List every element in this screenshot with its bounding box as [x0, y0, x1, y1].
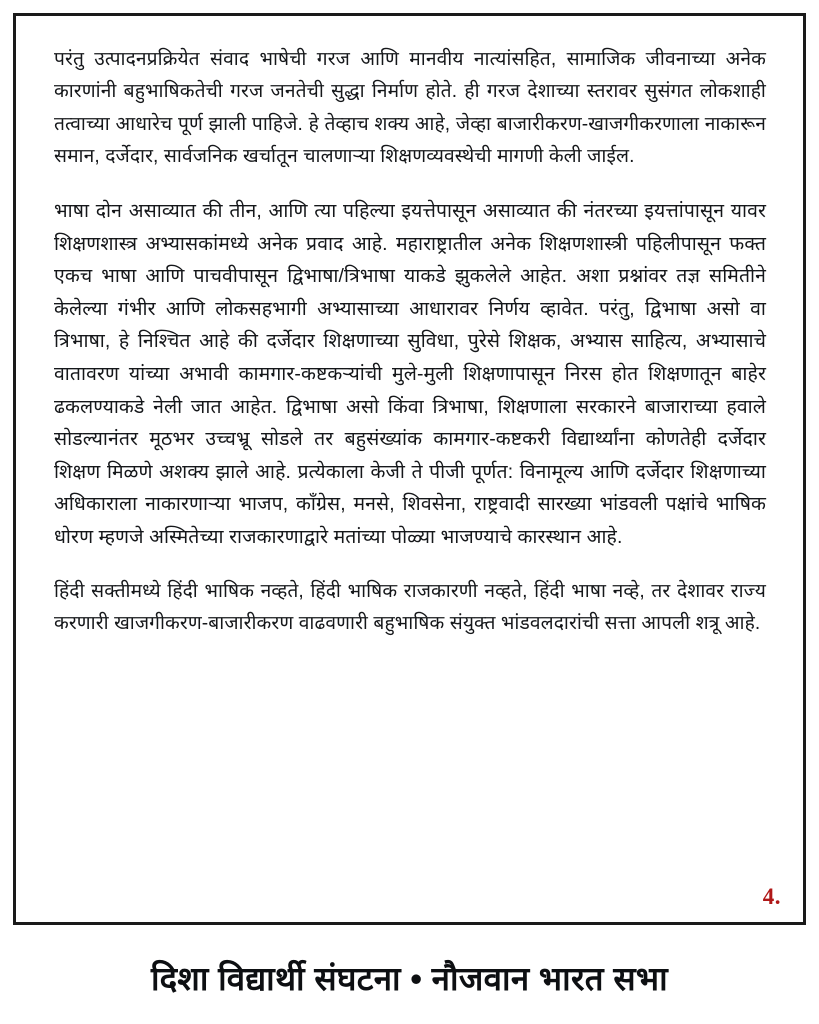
- footer-organization-name: दिशा विद्यार्थी संघटना • नौजवान भारत सभा: [151, 960, 668, 997]
- paragraph-1: परंतु उत्पादनप्रक्रियेत संवाद भाषेची गरज आणि मानवीय नात्यांसहित, सामाजिक जीवनाच्या अनेक कारणांनी बहुभाषिकतेची गरज जनतेची सुद्धा निर्माण होते. ही गरज देशाच्या स्तरावर सुसंगत लोकशाही तत्वाच्या आधारेच पूर्ण झाली पाहिजे. हे तेव्हाच शक्य आहे, जेव्हा बाजारीकरण-खाजगीकरणाला नाकारून समान, दर्जेदार, सार्वजनिक खर्चातून चालणाऱ्या शिक्षणव्यवस्थेची मागणी केली जाईल.: [54, 49, 766, 167]
- paragraph-2: भाषा दोन असाव्यात की तीन, आणि त्या पहिल्या इयत्तेपासून असाव्यात की नंतरच्या इयत्तांपासून यावर शिक्षणशास्त्र अभ्यासकांमध्ये अनेक प्रवाद आहे. महाराष्ट्रातील अनेक शिक्षणशास्त्री पहिलीपासून फक्त एकच भाषा आणि पाचवीपासून द्विभाषा/त्रिभाषा याकडे झुकलेले आहेत. अशा प्रश्नांवर तज्ञ समितीने केलेल्या गंभीर आणि लोकसहभागी अभ्यासाच्या आधारावर निर्णय व्हावेत. परंतु, द्विभाषा असो वा त्रिभाषा, हे निश्चित आहे की दर्जेदार शिक्षणाच्या सुविधा, पुरेसे शिक्षक, अभ्यास साहित्य, अभ्यासाचे वातावरण यांच्या अभावी कामगार-कष्टकऱ्यांची मुले-मुली शिक्षणापासून निरस होत शिक्षणातून बाहेर ढकलण्याकडे नेली जात आहेत. द्विभाषा असो किंवा त्रिभाषा, शिक्षणाला सरकारने बाजाराच्या हवाले सोडल्यानंतर मूठभर उच्चभ्रू सोडले तर बहुसंख्यांक कामगार-कष्टकरी विद्यार्थ्यांना कोणतेही दर्जेदार शिक्षण मिळणे अशक्य झाले आहे. प्रत्येकाला केजी ते पीजी पूर्णत: विनामूल्य आणि दर्जेदार शिक्षणाच्या अधिकाराला नाकारणाऱ्या भाजप, काँग्रेस, मनसे, शिवसेना, राष्ट्रवादी सारख्या भांडवली पक्षांचे भाषिक धोरण म्हणजे अस्मितेच्या राजकारणाद्वारे मतांच्या पोळ्या भाजण्याचे कारस्थान आहे.: [54, 200, 766, 548]
- footer-organization-bar: [0, 931, 819, 1024]
- paragraph-3: हिंदी सक्तीमध्ये हिंदी भाषिक नव्हते, हिंदी भाषिक राजकारणी नव्हते, हिंदी भाषा नव्हे, तर देशावर राज्य करणारी खाजगीकरण-बाजारीकरण वाढवणारी बहुभाषिक संयुक्त भांडवलदारांची सत्ता आपली शत्रू आहे.: [54, 580, 766, 634]
- bordered-content-frame: [13, 13, 806, 925]
- body-text-block: [54, 44, 766, 640]
- page-number: 4.: [762, 884, 781, 909]
